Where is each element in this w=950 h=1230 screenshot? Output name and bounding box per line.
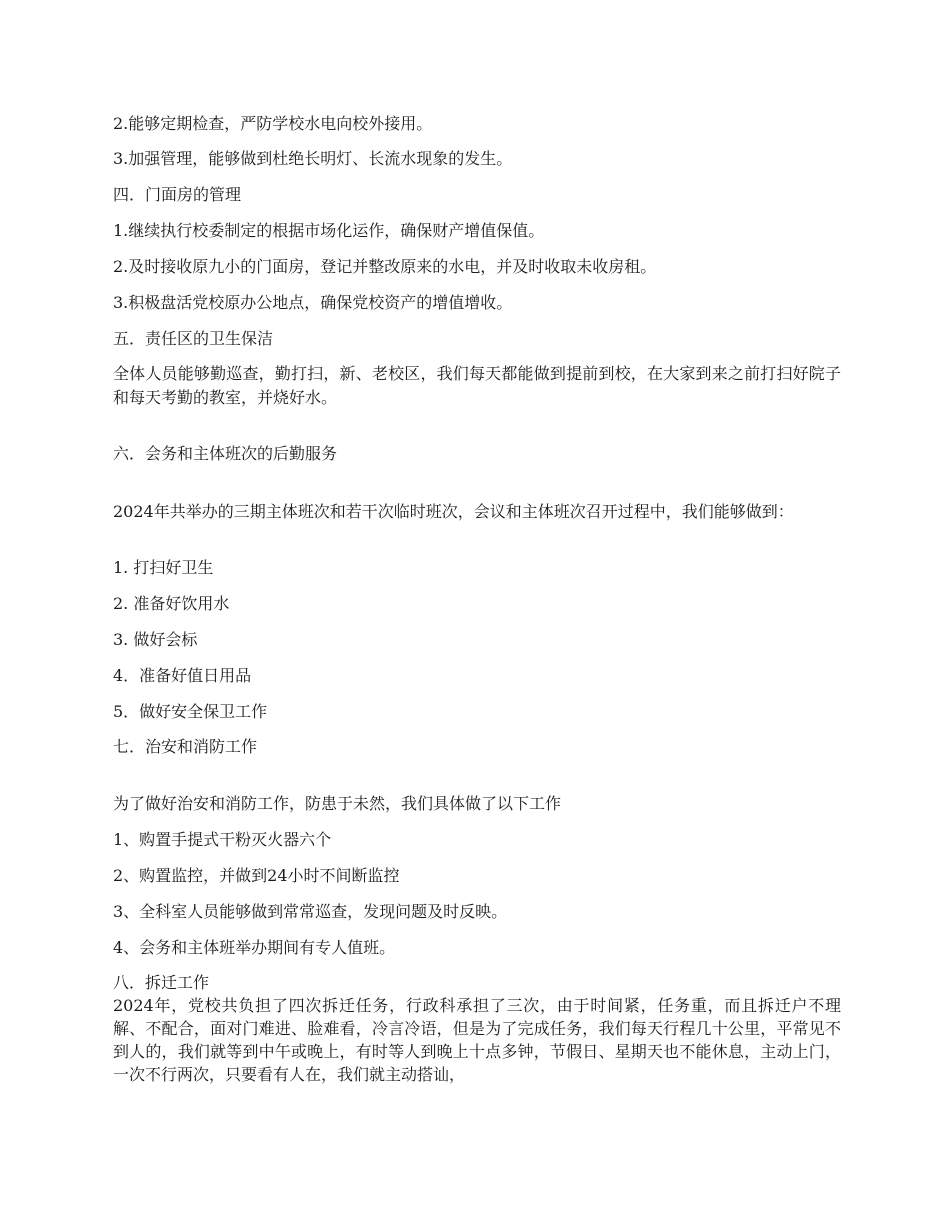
paragraph-item-3: 3.加强管理，能够做到杜绝长明灯、长流水现象的发生。 (113, 149, 513, 168)
list-item-6-2: 2. 准备好饮用水 (113, 594, 230, 613)
section-heading-4: 四．门面房的管理 (113, 185, 242, 204)
list-item-6-4: 4．准备好值日用品 (113, 666, 252, 685)
list-item-7-2: 2、购置监控，并做到24小时不间断监控 (113, 866, 400, 885)
list-item-6-3: 3. 做好会标 (113, 630, 198, 649)
paragraph-security-intro: 为了做好治安和消防工作，防患于未然，我们具体做了以下工作 (113, 794, 562, 813)
list-item-7-1: 1、购置手提式干粉灭火器六个 (113, 830, 332, 849)
paragraph-item-4-2: 2.及时接收原九小的门面房，登记并整改原来的水电，并及时收取未收房租。 (113, 257, 657, 276)
section-heading-6: 六．会务和主体班次的后勤服务 (113, 444, 338, 463)
section-heading-8: 八．拆迁工作 (113, 973, 210, 992)
paragraph-sanitation: 全体人员能够勤巡查，勤打扫，新、老校区，我们每天都能做到提前到校，在大家到来之前打扫好院子和每天考勤的教室，并烧好水。 (113, 364, 841, 407)
paragraph-item-4-3: 3.积极盘活党校原办公地点，确保党校资产的增值增收。 (113, 293, 513, 312)
paragraph-item-2: 2.能够定期检查，严防学校水电向校外接用。 (113, 114, 433, 133)
paragraph-demolition: 2024年，党校共负担了四次拆迁任务，行政科承担了三次，由于时间紧，任务重，而且拆迁户不理解、不配合，面对门难进、脸难看，冷言冷语，但是为了完成任务，我们每天行程几十公里，平常见不到人的，我们就等到中午或晚上，有时等人到晚上十点多钟，节假日、星期天也不能休息，主动上门，一次不行两次，只要看有人在，我们就主动搭讪， (113, 996, 841, 1084)
list-item-7-4: 4、会务和主体班举办期间有专人值班。 (113, 938, 396, 957)
list-item-6-5: 5．做好安全保卫工作 (113, 702, 268, 721)
paragraph-meeting-intro: 2024年共举办的三期主体班次和若干次临时班次，会议和主体班次召开过程中，我们能够做到： (113, 502, 794, 521)
section-heading-5: 五．责任区的卫生保洁 (113, 329, 274, 348)
section-heading-7: 七．治安和消防工作 (113, 737, 258, 756)
list-item-6-1: 1. 打扫好卫生 (113, 558, 214, 577)
list-item-7-3: 3、全科室人员能够做到常常巡查，发现问题及时反映。 (113, 902, 508, 921)
paragraph-item-4-1: 1.继续执行校委制定的根据市场化运作，确保财产增值保值。 (113, 221, 545, 240)
